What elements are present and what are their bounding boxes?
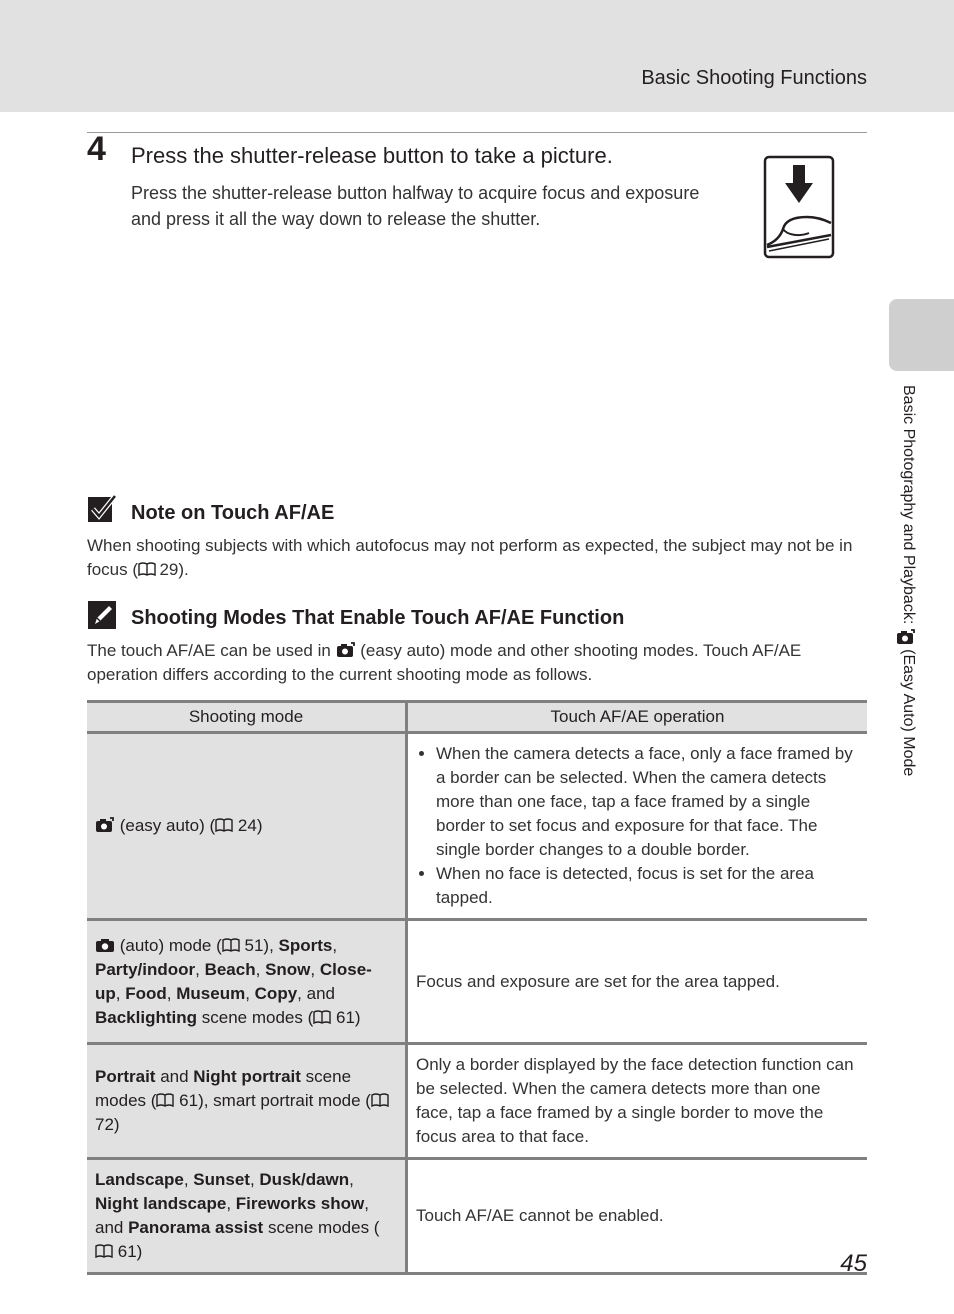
step-number: 4 [87,130,106,168]
easy-auto-icon [896,629,916,645]
pencil-info-icon [87,600,117,630]
page-number: 45 [840,1250,867,1277]
note-heading: Note on Touch AF/AE [131,502,335,524]
column-header-shooting-mode: Shooting mode [87,702,407,733]
shutter-press-icon [763,155,835,259]
page-reference-icon [222,938,240,952]
info-heading: Shooting Modes That Enable Touch AF/AE Function [131,607,625,629]
page-reference-icon [95,1244,113,1258]
header-band [0,0,954,112]
operation-cell [407,733,868,920]
chapter-tab [889,299,954,371]
page-reference-icon [371,1093,389,1107]
easy-auto-icon [95,817,115,833]
page-reference-icon [138,562,156,576]
page-reference-icon [215,818,233,832]
table-row [87,1044,867,1159]
shooting-modes-table [87,700,867,1275]
operation-cell: Touch AF/AE cannot be enabled. [407,1159,868,1274]
operation-cell: Focus and exposure are set for the area tapped. [407,920,868,1044]
column-header-operation: Touch AF/AE operation [407,702,868,733]
table-row [87,1159,867,1274]
step-heading: Press the shutter-release button to take a picture. [131,143,613,168]
easy-auto-icon [336,642,356,658]
section-divider [87,132,867,133]
auto-mode-camera-icon [95,937,115,953]
operation-cell: Only a border displayed by the face detection function can be selected. When the camera detects more than one face, tap a face framed by a single border to move the focus area to that face. [407,1044,868,1159]
mode-cell: (easy auto) ( 24) [87,733,407,920]
mode-cell: Landscape, Sunset, Dusk/dawn, Night landscape, Fireworks show, and Panorama assist scene modes ( 61) [87,1159,407,1274]
mode-cell: (auto) mode ( 51), Sports, Party/indoor, Beach, Snow, Close-up, Food, Museum, Copy, and Backlighting scene modes ( 61) [87,920,407,1044]
page-reference-icon [313,1010,331,1024]
list-item: • When no face is detected, focus is set for the area tapped. [436,862,859,910]
table-row [87,733,867,920]
operation-bullet-list [416,742,859,910]
checkmark-note-icon [87,494,117,524]
mode-cell: Portrait and Night portrait scene modes ( 61), smart portrait mode ( 72) [87,1044,407,1159]
info-body: The touch AF/AE can be used in (easy auto) mode and other shooting modes. Touch AF/AE operation differs according to the current shooting mode as follows. [87,641,802,684]
section-title: Basic Shooting Functions [641,67,867,89]
step-body: Press the shutter-release button halfway to acquire focus and exposure and press it all the way down to release the shutter. [131,183,700,229]
page-reference-icon [156,1093,174,1107]
note-body: When shooting subjects with which autofocus may not perform as expected, the subject may not be in focus ( 29). [87,536,853,579]
list-item: • When the camera detects a face, only a face framed by a border can be selected. When the camera detects more than one face, tap a face framed by a single border to set focus and exposure for that face. The single border changes to a double border. [436,742,859,862]
table-header-row [87,702,867,733]
table-row [87,920,867,1044]
chapter-label: Basic Photography and Playback: (Easy Auto) Mode [896,385,919,776]
